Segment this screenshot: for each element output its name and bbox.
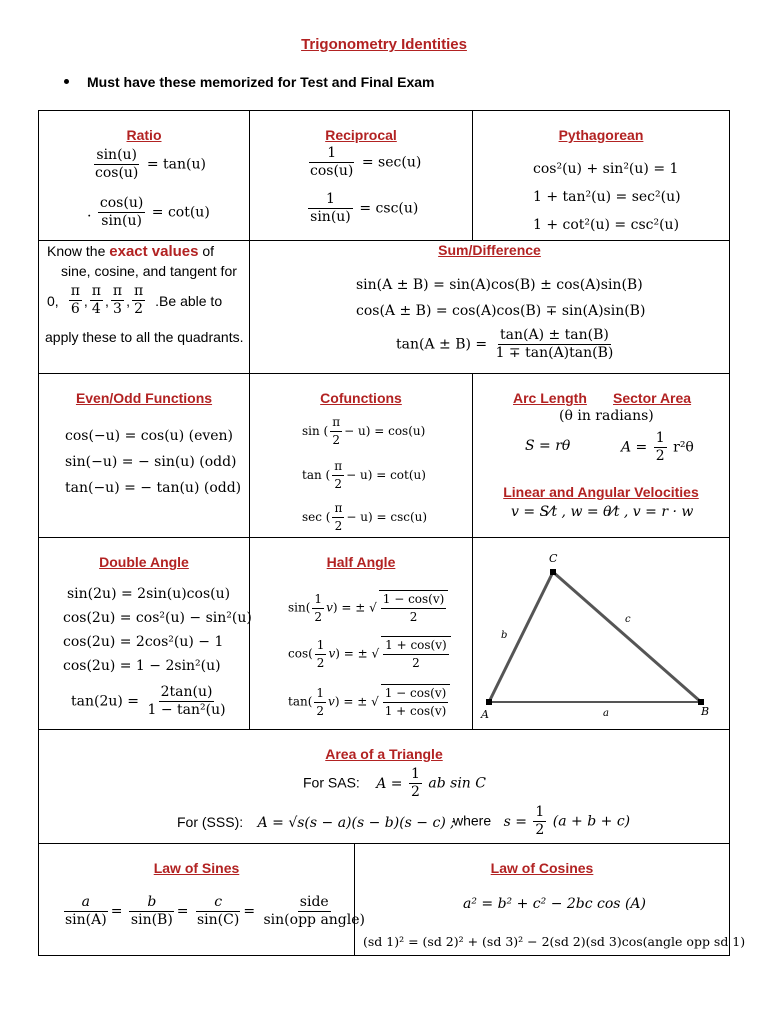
half-row-cos: cos( $\frac{1}{2}$ v) = ± √ $\frac{1 + \cos(v)}{2}$	[288, 636, 453, 672]
evenodd-heading: Even/Odd Functions	[75, 390, 213, 406]
cofunctions-cell	[249, 373, 473, 538]
bullet-text: Must have these memorized for Test and Final Exam	[87, 74, 435, 90]
reciprocal-formula-2: $\frac{1}{\sin(u)}$ = csc(u)	[306, 191, 418, 226]
sum-difference-cell	[249, 240, 730, 374]
area-triangle-cell	[38, 729, 730, 844]
law-of-cosines-heading: Law of Cosines	[490, 860, 594, 876]
exact-line-2: sine, cosine, and tangent for	[61, 263, 237, 279]
triangle-cell	[472, 537, 730, 730]
double-line-4: cos(2u) = 1 − 2sin²(u)	[63, 658, 221, 674]
label-A: A	[481, 708, 489, 721]
double-line-5: tan(2u) = $\frac{2\tan(u)}{\text{1 − tan²(u)}}$	[71, 684, 226, 718]
triangle-diagram	[473, 538, 729, 729]
law-of-cosines-formula-1: a² = b² + c² − 2bc cos (A)	[463, 896, 646, 912]
cofunction-row-sin: sin ( $\frac{\pi}{2}$ − u) = cos(u)	[302, 415, 426, 447]
cofunctions-heading: Cofunctions	[320, 390, 402, 406]
velocities-formula: v = S⁄t , w = θ⁄t , v = r · w	[511, 504, 694, 520]
area-heading: Area of a Triangle	[325, 746, 443, 762]
sumdiff-line-2: cos(A ± B) = cos(A)cos(B) ∓ sin(A)sin(B)	[356, 303, 646, 319]
bullet-note	[64, 74, 435, 90]
cofunction-row-sec: sec ( $\frac{\pi}{2}$ − u) = csc(u)	[302, 501, 428, 533]
ratio-formula-1: $\frac{\sin(u)}{\cos(u)}$ = tan(u)	[95, 147, 206, 181]
reciprocal-heading: Reciprocal	[325, 127, 397, 143]
pythagorean-line-2: 1 + tan²(u) = sec²(u)	[533, 189, 681, 205]
evenodd-line-3: tan(−u) = − tan(u) (odd)	[65, 480, 242, 496]
label-a: a	[603, 708, 609, 719]
vertex-a-marker	[486, 699, 492, 705]
double-line-1: sin(2u) = 2sin(u)cos(u)	[67, 586, 231, 602]
area-sas-formula: For SAS: A = $\frac{1}{2}$ ab sin C	[303, 766, 486, 800]
evenodd-line-1: cos(−u) = cos(u) (even)	[65, 428, 234, 444]
law-of-cosines-cell	[354, 843, 746, 956]
ratio-cell	[38, 110, 250, 241]
law-of-sines-formula: $\frac{a}{\sin(A)}$ = $\frac{b}{\sin(B)}$ = $\frac{c}{\sin(C)}$ = $\frac{\text{side}}{\text{sin(opp angle)}}$	[65, 894, 365, 928]
law-of-cosines-formula-2: (sd 1)² = (sd 2)² + (sd 3)² − 2(sd 2)(sd 3)cos(angle opp sd 1)	[363, 934, 746, 949]
exact-values-cell	[38, 240, 250, 374]
page-title: Trigonometry Identities	[301, 36, 467, 53]
bullet-dot	[64, 79, 69, 84]
law-of-sines-heading: Law of Sines	[153, 860, 240, 876]
semiperimeter-formula: where s = $\frac{1}{2}$ (a + b + c)	[453, 804, 631, 838]
label-b: b	[501, 630, 508, 641]
half-row-tan: tan( $\frac{1}{2}$ v) = ± √ $\frac{1 - \cos(v)}{1 + \cos(v)}$	[288, 684, 452, 720]
sumdiff-heading: Sum/Difference	[438, 242, 541, 258]
side-c-line	[553, 572, 701, 702]
area-sss-formula: For (SSS): A = √s(s − a)(s − b)(s − c) ;	[177, 814, 455, 831]
half-row-sin: sin( $\frac{1}{2}$ v) = ± √ $\frac{1 - \cos(v)}{2}$	[288, 590, 450, 626]
vertex-c-marker	[550, 569, 556, 575]
sumdiff-line-3: tan(A ± B) = $\frac{\tan(A) \pm \tan(B)}{1 \mp \tan(A)\tan(B)}$	[396, 327, 614, 361]
arc-length-formula: S = rθ	[525, 438, 571, 454]
exact-line-3: 0, $\frac{\pi}{6}$ , $\frac{\pi}{4}$ , $\frac{\pi}{3}$ , $\frac{\pi}{2}$ .Be able to	[47, 283, 223, 317]
pythagorean-cell	[472, 110, 730, 241]
half-angle-cell	[249, 537, 473, 730]
ratio-formula-2: . $\frac{\cos(u)}{\sin(u)}$ = cot(u)	[87, 195, 210, 229]
even-odd-cell	[38, 373, 250, 538]
label-c: c	[625, 614, 631, 625]
pythagorean-line-1: cos²(u) + sin²(u) = 1	[533, 161, 679, 177]
exact-line-4: apply these to all the quadrants.	[45, 329, 244, 345]
side-b-line	[489, 572, 553, 702]
sector-area-formula: A = $\frac{1}{2}$ r²θ	[621, 430, 694, 464]
cofunction-row-tan: tan ( $\frac{\pi}{2}$ − u) = cot(u)	[302, 459, 426, 491]
reciprocal-formula-1: $\frac{1}{\cos(u)}$ = sec(u)	[310, 145, 422, 179]
label-B: B	[701, 705, 710, 718]
radians-note: (θ in radians)	[559, 408, 654, 424]
double-angle-heading: Double Angle	[99, 554, 189, 570]
double-angle-cell	[38, 537, 250, 730]
double-line-2: cos(2u) = cos²(u) − sin²(u)	[63, 610, 252, 626]
arc-length-heading: Arc Length	[513, 390, 587, 406]
law-of-sines-cell	[38, 843, 365, 956]
sector-area-heading: Sector Area	[613, 390, 692, 406]
pythagorean-heading: Pythagorean	[558, 127, 644, 143]
double-line-3: cos(2u) = 2cos²(u) − 1	[63, 634, 224, 650]
pythagorean-line-3: 1 + cot²(u) = csc²(u)	[533, 217, 680, 233]
half-angle-heading: Half Angle	[326, 554, 396, 570]
ratio-heading: Ratio	[126, 127, 162, 143]
arc-length-cell	[472, 373, 730, 538]
exact-line-1: Know the exact values of	[47, 243, 215, 260]
evenodd-line-2: sin(−u) = − sin(u) (odd)	[65, 454, 237, 470]
reciprocal-cell	[249, 110, 473, 241]
sumdiff-line-1: sin(A ± B) = sin(A)cos(B) ± cos(A)sin(B)	[356, 277, 643, 293]
velocities-heading: Linear and Angular Velocities	[503, 484, 699, 500]
label-C: C	[549, 552, 558, 565]
